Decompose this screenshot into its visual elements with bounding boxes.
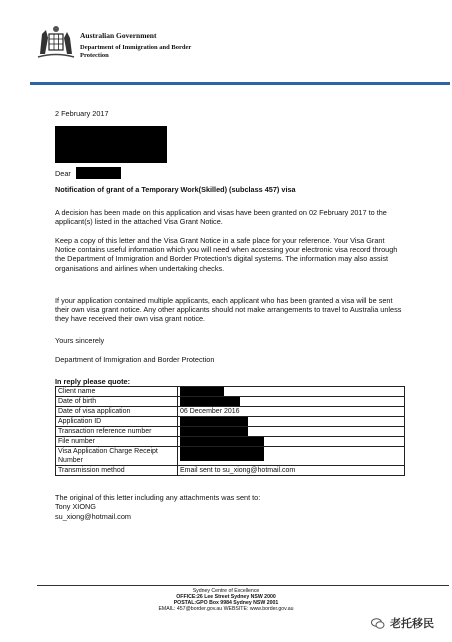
row-value (178, 397, 405, 407)
row-value (178, 387, 405, 397)
original-sent-note: The original of this letter including any attachments was sent to: (55, 493, 261, 502)
row-label: Transmission method (56, 466, 178, 476)
row-label: Transaction reference number (56, 427, 178, 437)
table-row (56, 407, 405, 417)
redaction (180, 447, 264, 461)
table-row (56, 437, 405, 447)
footer-office-address: OFFICE:26 Lee Street Sydney NSW 2000 (176, 594, 276, 600)
redaction (180, 437, 264, 446)
footer-postal-address: POSTAL:GPO Box 9984 Sydney NSW 2001 (173, 600, 279, 606)
coat-of-arms-icon (36, 24, 76, 60)
table-row (56, 387, 405, 397)
redaction (180, 387, 224, 396)
row-label: Date of birth (56, 397, 178, 407)
recipient-name: Tony XIONG (55, 502, 96, 511)
redaction (180, 397, 240, 406)
paragraph-decision: A decision has been made on this application and visas have been granted on 02 February 2017 to the applicant(s) listed in the attached Visa Grant Notice. (55, 208, 387, 227)
footer-rule (37, 585, 449, 586)
recipient-email: su_xiong@hotmail.com (55, 512, 131, 521)
department-name: Department of Immigration and Border Protection (80, 44, 192, 59)
table-row (56, 447, 405, 466)
footer-office-name: Sydney Centre of Excellence (192, 588, 260, 594)
paragraph-multiple-applicants: If your application contained multiple applicants, each applicant who has been granted a visa will be sent their own visa grant notice. Any other applicants should not make arrangements to travel to Australia unless they have received their own visa grant notice. (55, 296, 402, 324)
row-value (178, 417, 405, 427)
row-label: Visa Application Charge Receipt Number (56, 447, 178, 466)
wechat-icon (371, 618, 385, 629)
name-redaction (76, 167, 121, 179)
letter-subject: Notification of grant of a Temporary Work(Skilled) (subclass 457) visa (55, 185, 296, 194)
row-label: Application ID (56, 417, 178, 427)
letter-date: 2 February 2017 (55, 109, 109, 118)
table-row (56, 397, 405, 407)
header-rule (30, 82, 450, 85)
row-value (178, 427, 405, 437)
address-redaction (55, 126, 167, 163)
table-row (56, 427, 405, 437)
footer-contact: EMAIL: 457@border.gov.au WEBSITE: www.border.gov.au (158, 606, 294, 612)
row-value (178, 437, 405, 447)
table-row (56, 417, 405, 427)
row-value: Email sent to su_xiong@hotmail.com (178, 466, 405, 476)
reply-heading: In reply please quote: (55, 377, 131, 386)
row-value: 06 December 2016 (178, 407, 405, 417)
government-name: Australian Government (80, 31, 157, 40)
row-label: File number (56, 437, 178, 447)
table-row (56, 466, 405, 476)
watermark-text: 老托移民 (390, 618, 434, 630)
closing: Yours sincerely (55, 336, 105, 345)
reference-table (55, 386, 405, 476)
row-value (178, 447, 405, 466)
signature: Department of Immigration and Border Protection (55, 355, 215, 364)
greeting: Dear (55, 169, 71, 178)
redaction (180, 417, 248, 426)
row-label: Date of visa application (56, 407, 178, 417)
paragraph-keep-copy: Keep a copy of this letter and the Visa Grant Notice in a safe place for your reference. Your Visa Grant Notice contains useful information which you will need when accessing your electronic visa record through the Department of Immigration and Border Protection's digital systems. The information may also assist organisations and airlines when undertaking checks. (55, 236, 398, 273)
row-label: Client name (56, 387, 178, 397)
redaction (180, 427, 248, 436)
